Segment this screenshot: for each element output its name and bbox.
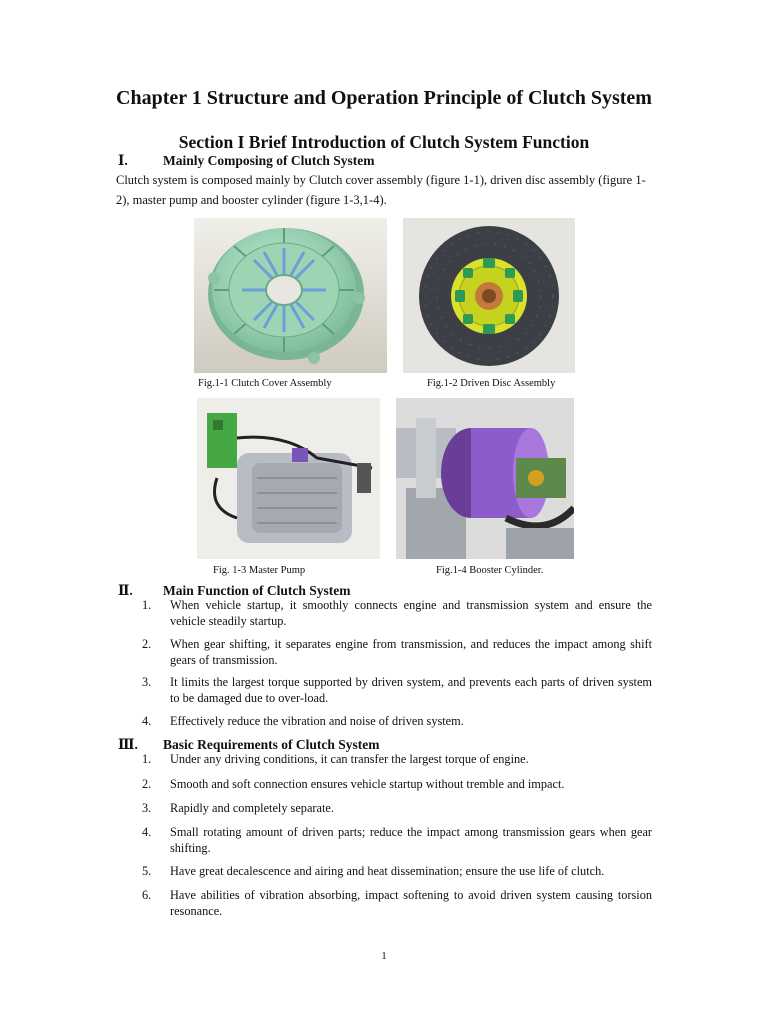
list-item: 2. When gear shifting, it separates engine from transmission, and reduces the impact among shift gears of transmission. xyxy=(142,637,652,667)
list-item: 6. Have abilities of vibration absorbing, impact softening to avoid driven system causing torsion resonance. xyxy=(142,888,652,918)
part1-number: Ⅰ. xyxy=(118,153,128,168)
part3-number: Ⅲ. xyxy=(118,737,138,752)
figure-master-pump xyxy=(197,398,380,559)
master-pump-illustration xyxy=(197,398,380,559)
caption-fig-1-2: Fig.1-2 Driven Disc Assembly xyxy=(427,378,556,389)
page-number: 1 xyxy=(381,950,387,962)
chapter-title: Chapter 1 Structure and Operation Principle of Clutch System xyxy=(116,87,652,109)
figure-driven-disc xyxy=(403,218,575,373)
part2-number: Ⅱ. xyxy=(118,583,133,598)
list-item: 4. Effectively reduce the vibration and noise of driven system. xyxy=(142,714,464,728)
list-item: 2. Smooth and soft connection ensures vehicle startup without tremble and impact. xyxy=(142,777,565,791)
part1-heading xyxy=(118,152,658,170)
list-item: 3. Rapidly and completely separate. xyxy=(142,801,334,815)
list-item: 1. When vehicle startup, it smoothly connects engine and transmission system and ensure the vehicle steadily startup. xyxy=(142,598,652,628)
caption-fig-1-1: Fig.1-1 Clutch Cover Assembly xyxy=(198,378,332,389)
caption-fig-1-3: Fig. 1-3 Master Pump xyxy=(213,565,306,576)
section-title: Section I Brief Introduction of Clutch System Function xyxy=(178,132,590,152)
clutch-cover-illustration xyxy=(194,218,387,373)
figure-booster-cylinder xyxy=(396,398,574,559)
driven-disc-illustration xyxy=(403,218,575,373)
part1-paragraph: Clutch system is composed mainly by Clutch cover assembly (figure 1-1), driven disc assembly (figure 1-2), master pump and booster cylinder (figure 1-3,1-4). xyxy=(116,173,646,207)
part2-title: Main Function of Clutch System xyxy=(163,583,351,598)
figure-clutch-cover xyxy=(194,218,387,373)
caption-fig-1-4: Fig.1-4 Booster Cylinder. xyxy=(436,565,544,576)
list-item: 5. Have great decalescence and airing and heat dissemination; ensure the use life of clutch. xyxy=(142,864,605,878)
booster-cylinder-illustration xyxy=(396,398,574,559)
part1-title: Mainly Composing of Clutch System xyxy=(163,153,375,168)
list-item: 1. Under any driving conditions, it can transfer the largest torque of engine. xyxy=(142,752,529,766)
part3-title: Basic Requirements of Clutch System xyxy=(163,737,380,752)
list-item: 3. It limits the largest torque supported by driven system, and prevents each parts of driven system to be damaged due to over-load. xyxy=(142,675,652,705)
list-item: 4. Small rotating amount of driven parts; reduce the impact among transmission gears when gear shifting. xyxy=(142,825,652,855)
